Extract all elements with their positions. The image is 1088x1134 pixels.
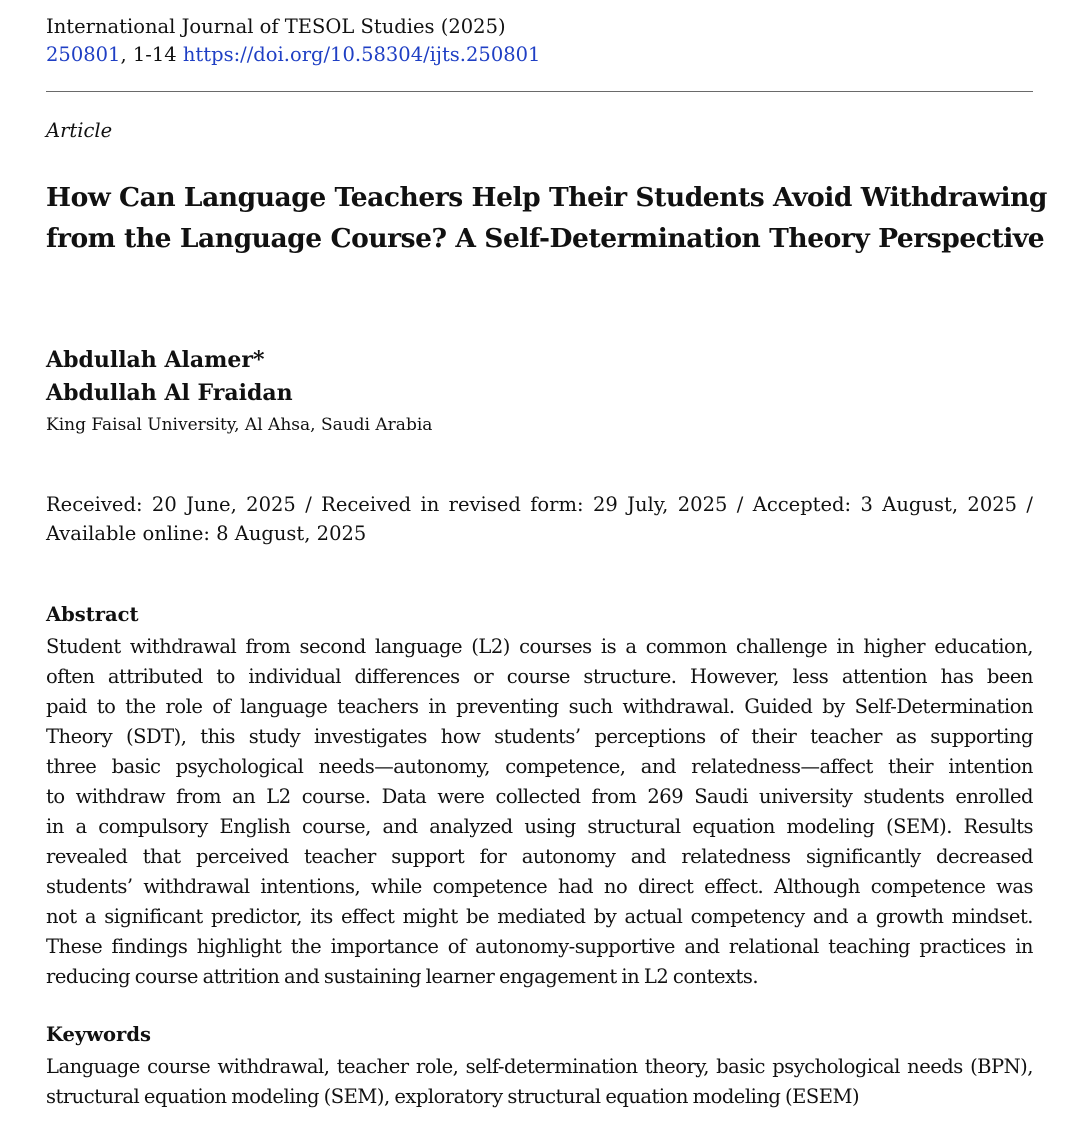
header-divider [46,91,1033,92]
author-list [46,344,293,410]
author-name: Abdullah Alamer* [46,347,265,373]
abstract-line: paid to the role of language teachers in preventing such withdrawal. Guided by Self-Determination [46,695,1033,718]
abstract-line: not a significant predictor, its effect might be mediated by actual competency and a growth mindset. [46,905,1033,928]
publication-dates [46,490,1033,548]
dates-line: Received: 20 June, 2025 / Received in revised form: 29 July, 2025 / Accepted: 3 August, 2025 / [46,493,1033,516]
affiliation: King Faisal University, Al Ahsa, Saudi Arabia [46,415,433,435]
keywords-line: structural equation modeling (SEM), exploratory structural equation modeling (ESEM) [46,1085,860,1108]
citation-line [46,41,540,69]
abstract-line: three basic psychological needs—autonomy, competence, and relatedness—affect their intention [46,755,1033,778]
dates-line: Available online: 8 August, 2025 [46,522,367,545]
abstract-line: Student withdrawal from second language (L2) courses is a common challenge in higher education, [46,635,1033,658]
abstract-line: to withdraw from an L2 course. Data were collected from 269 Saudi university students enrolled [46,785,1033,808]
author-name: Abdullah Al Fraidan [46,380,293,406]
paper-title [46,177,1047,259]
keywords-heading: Keywords [46,1023,151,1046]
abstract-line: often attributed to individual differences or course structure. However, less attention has been [46,665,1033,688]
keywords-line: Language course withdrawal, teacher role, self-determination theory, basic psychological needs (BPN), [46,1055,1033,1078]
doi-link[interactable]: https://doi.org/10.58304/ijts.250801 [182,43,541,66]
keywords-body [46,1052,1033,1112]
article-number-link[interactable]: 250801 [46,43,121,66]
abstract-body [46,632,1033,992]
journal-name: International Journal of TESOL Studies (2025) [46,15,506,38]
abstract-line: revealed that perceived teacher support for autonomy and relatedness significantly decreased [46,845,1033,868]
abstract-heading: Abstract [46,603,139,626]
article-type-label: Article [46,119,113,142]
page-range: , 1-14 [120,43,183,66]
abstract-line: reducing course attrition and sustaining learner engagement in L2 contexts. [46,965,759,988]
title-line: How Can Language Teachers Help Their Students Avoid Withdrawing [46,182,1047,213]
title-line: from the Language Course? A Self-Determination Theory Perspective [46,223,1045,254]
abstract-line: These findings highlight the importance of autonomy-supportive and relational teaching practices in [46,935,1033,958]
abstract-line: students’ withdrawal intentions, while competence had no direct effect. Although competence was [46,875,1033,898]
abstract-line: in a compulsory English course, and analyzed using structural equation modeling (SEM). Results [46,815,1033,838]
abstract-line: Theory (SDT), this study investigates how students’ perceptions of their teacher as supporting [46,725,1033,748]
